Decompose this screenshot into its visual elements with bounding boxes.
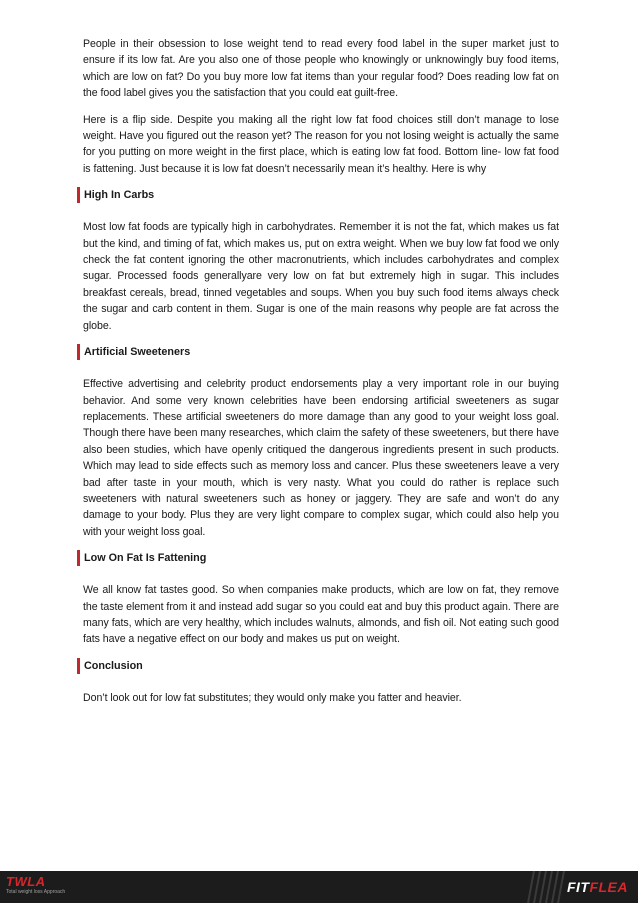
document-body xyxy=(83,36,559,716)
section-heading-conclusion xyxy=(77,658,559,674)
section-heading-artificial-sweeteners xyxy=(77,344,559,360)
fitflea-logo-fit: FIT xyxy=(566,879,590,895)
section-heading-text: Artificial Sweeteners xyxy=(84,346,191,359)
decorative-stripes-icon xyxy=(520,871,570,903)
twla-tagline: Total weight loss Approach xyxy=(6,889,66,895)
section-heading-low-on-fat xyxy=(77,550,559,566)
intro-paragraph-1: People in their obsession to lose weight tend to read every food label in the super market just to ensure if its low fat. Are you also one of those people who knowingly or unknowingly buy food items, which are low on fat? Do you buy more low fat items than your regular food? Does reading low fat on the food label gives you the satisfaction that you could eat guilt-free. xyxy=(83,38,559,100)
heading-accent-bar xyxy=(77,344,80,360)
section-heading-text: Conclusion xyxy=(84,659,143,672)
heading-accent-bar xyxy=(77,658,80,674)
twla-logo xyxy=(6,875,65,896)
heading-accent-bar xyxy=(77,187,80,203)
twla-logo-text: TWLA xyxy=(6,874,46,889)
section-paragraph-low-on-fat: We all know fat tastes good. So when companies make products, which are low on fat, they remove the taste element from it and instead add sugar so you could eat and buy this product again. There are many fats, which are very healthy, which includes walnuts, almonds, and fish oil. Not eating such good fats have a negative effect on our body and makes us put on weight. xyxy=(83,584,559,646)
page-footer xyxy=(0,871,638,903)
intro-paragraph-2: Here is a flip side. Despite you making all the right low fat food choices still don’t manage to lose weight. Have you figured out the reason yet? The reason for you not losing weight is actually the same for you putting on more weight in the first place, which is eating low fat food. Bottom line- low fat food is fattening. Just because it is low fat doesn’t necessarily mean it’s healthy. Here is why xyxy=(83,113,559,175)
section-heading-text: High In Carbs xyxy=(84,189,155,202)
section-paragraph-conclusion: Don’t look out for low fat substitutes; they would only make you fatter and heavier. xyxy=(83,691,462,704)
section-heading-high-in-carbs xyxy=(77,187,559,203)
heading-accent-bar xyxy=(77,550,80,566)
fitflea-logo xyxy=(567,879,628,895)
section-heading-text: Low On Fat Is Fattening xyxy=(84,552,207,565)
fitflea-logo-flea: FLEA xyxy=(589,879,628,895)
section-paragraph-high-in-carbs: Most low fat foods are typically high in carbohydrates. Remember it is not the fat, which makes us fat but the kind, and timing of fat, which makes us, put on extra weight. When we buy low fat food we only check the fat content ignoring the other macronutrients, which includes carbohydrates and complex sugar. Processed foods generallyare very low on fat but extremely high in sugar. This includes breakfast cereals, bread, tinned vegetables and soups. When you buy such food items always check the sugar and carb content in them. Sugar is one of the main reasons why people are fat across the globe. xyxy=(83,221,559,332)
section-paragraph-artificial-sweeteners: Effective advertising and celebrity product endorsements play a very important role in our buying behavior. And some very known celebrities have been endorsing artificial sweeteners as sugar replacements. These artificial sweeteners do more damage than any good to your weight loss goal. Though there have been many researches, which claim the safety of these sweeteners, but there have also been studies, which have openly critiqued the dangerous ingredients present in such products. Which may lead to side effects such as memory loss and cancer. Plus these sweeteners leave a very bad after taste in your mouth, which is very nasty. What you could do rather is replace such sweeteners with natural sweeteners such as honey or jaggery. They are safe and won’t do any damage to your body. Plus they are very light compare to complex sugar, which could also help you with your weight loss goal. xyxy=(83,378,559,538)
